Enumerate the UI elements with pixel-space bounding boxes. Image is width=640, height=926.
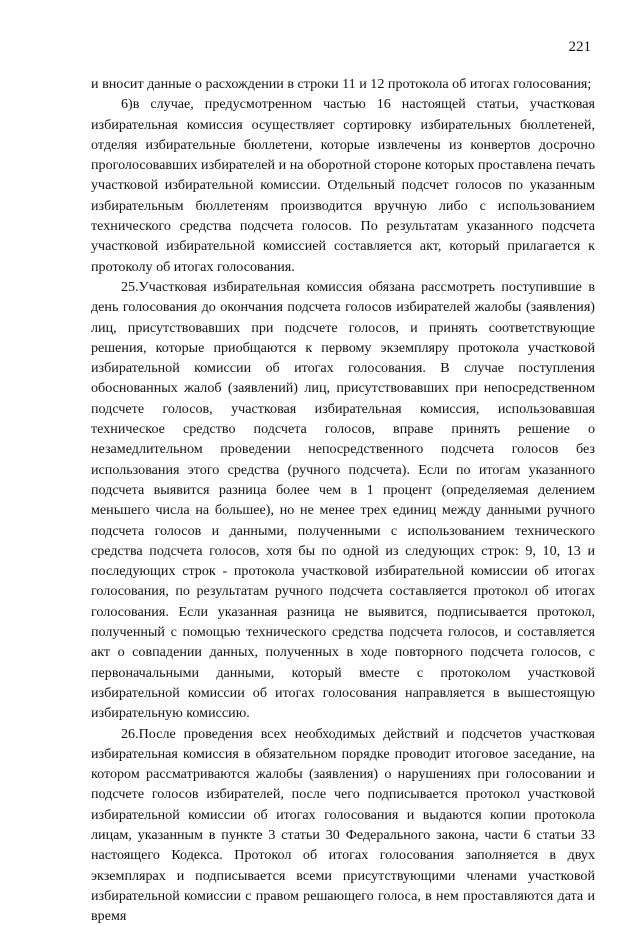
- paragraph-section-26: 26.После проведения всех необходимых действий и подсчетов участковая избирательная комиссия в обязательном порядке проводит итоговое заседание, на котором рассматриваются жалобы (заявления) о нарушениях при голосовании и подсчете голосов избирателей, после чего подписывается протокол участковой избирательной комиссии об итогах голосования и выдаются копии протокола лицам, указанным в пункте 3 статьи 30 Федерального закона, части 6 статьи 33 настоящего Кодекса. Протокол об итогах голосования заполняется в двух экземплярах и подписывается всеми присутствующими членами участковой избирательной комиссии с правом решающего голоса, в нем проставляются дата и время: [91, 724, 595, 926]
- paragraph-continuation: и вносит данные о расхождении в строки 11 и 12 протокола об итогах голосования;: [91, 74, 595, 94]
- page-number: 221: [569, 38, 592, 56]
- paragraph-item-6: 6)в случае, предусмотренном частью 16 настоящей статьи, участковая избирательная комиссия осуществляет сортировку избирательных бюллетеней, отделяя избирательные бюллетени, которые извлечены из конвертов досрочно проголосовавших избирателей и на оборотной стороне которых проставлена печать участковой избирательной комиссии. Отдельный подсчет голосов по указанным избирательным бюллетеням производится вручную либо с использованием технического средства подсчета голосов. По результатам указанного подсчета участковой избирательной комиссией составляется акт, который прилагается к протоколу об итогах голосования.: [91, 94, 595, 277]
- paragraph-section-25: 25.Участковая избирательная комиссия обязана рассмотреть поступившие в день голосования до окончания подсчета голосов избирателей жалобы (заявления) лиц, присутствовавших при подсчете голосов, и принять соответствующие решения, которые приобщаются к первому экземпляру протокола участковой избирательной комиссии об итогах голосования. В случае поступления обоснованных жалоб (заявлений) лиц, присутствовавших при непосредственном подсчете голосов, участковая избирательная комиссия, использовавшая техническое средство подсчета голосов, вправе принять решение о незамедлительном проведении непосредственного подсчета голосов без использования этого средства (ручного подсчета). Если по итогам указанного подсчета выявится разница более чем в 1 процент (определяемая делением меньшего числа на большее), но не менее трех единиц между данными ручного подсчета голосов и данными, полученными с использованием технического средства подсчета голосов, хотя бы по одной из следующих строк: 9, 10, 13 и последующих строк - протокола участковой избирательной комиссии об итогах голосования, по результатам ручного подсчета составляется протокол об итогах голосования. Если указанная разница не выявится, подписывается протокол, полученный с помощью технического средства подсчета голосов, и составляется акт о совпадении данных, полученных в ходе повторного подсчета голосов, с первоначальными данными, который вместе с протоколом участковой избирательной комиссии об итогах голосования направляется в вышестоящую избирательную комиссию.: [91, 277, 595, 724]
- document-body: [91, 74, 595, 926]
